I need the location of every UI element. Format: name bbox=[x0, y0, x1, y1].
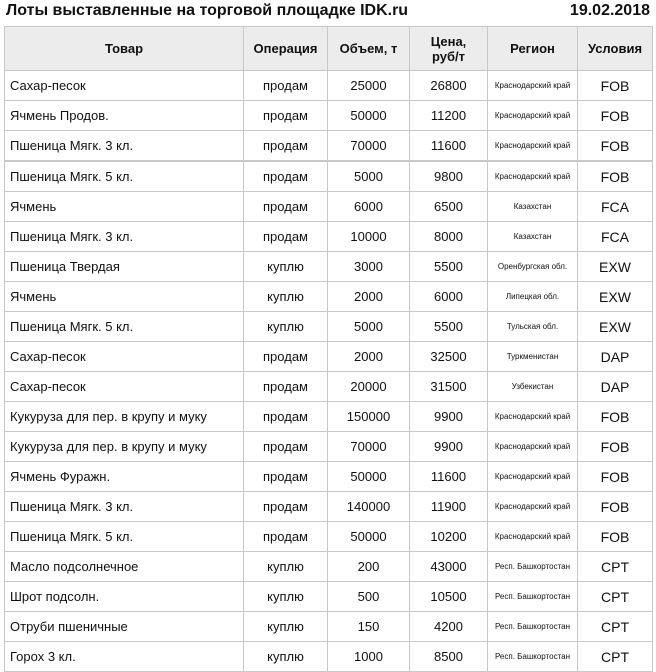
cell-volume: 6000 bbox=[328, 192, 410, 222]
table-row bbox=[5, 522, 653, 552]
cell-volume: 70000 bbox=[328, 432, 410, 462]
cell-terms: FOB bbox=[578, 432, 653, 462]
cell-price: 9800 bbox=[410, 161, 488, 192]
cell-volume: 150 bbox=[328, 612, 410, 642]
cell-terms: FCA bbox=[578, 222, 653, 252]
table-row bbox=[5, 462, 653, 492]
cell-region: Казахстан bbox=[488, 192, 578, 222]
cell-operation: продам bbox=[244, 161, 328, 192]
cell-region: Респ. Башкортостан bbox=[488, 552, 578, 582]
page-header bbox=[0, 0, 656, 26]
cell-terms: FOB bbox=[578, 71, 653, 101]
table-header bbox=[5, 27, 653, 71]
cell-price: 31500 bbox=[410, 372, 488, 402]
table-row bbox=[5, 252, 653, 282]
cell-operation: куплю bbox=[244, 582, 328, 612]
table-row bbox=[5, 71, 653, 101]
page-title: Лоты выставленные на торговой площадке IDK.ru bbox=[6, 2, 409, 19]
cell-product: Пшеница Мягк. 3 кл. bbox=[5, 131, 244, 162]
table-row bbox=[5, 372, 653, 402]
cell-terms: FOB bbox=[578, 101, 653, 131]
cell-product: Пшеница Мягк. 5 кл. bbox=[5, 522, 244, 552]
cell-terms: FOB bbox=[578, 522, 653, 552]
cell-operation: куплю bbox=[244, 252, 328, 282]
cell-terms: EXW bbox=[578, 312, 653, 342]
cell-price: 32500 bbox=[410, 342, 488, 372]
cell-product: Ячмень bbox=[5, 282, 244, 312]
cell-volume: 5000 bbox=[328, 312, 410, 342]
cell-terms: FCA bbox=[578, 192, 653, 222]
cell-region: Краснодарский край bbox=[488, 432, 578, 462]
cell-product: Кукуруза для пер. в крупу и муку bbox=[5, 432, 244, 462]
cell-product: Пшеница Мягк. 3 кл. bbox=[5, 492, 244, 522]
cell-volume: 500 bbox=[328, 582, 410, 612]
cell-terms: DAP bbox=[578, 372, 653, 402]
cell-price: 6500 bbox=[410, 192, 488, 222]
cell-terms: FOB bbox=[578, 462, 653, 492]
cell-product: Отруби пшеничные bbox=[5, 612, 244, 642]
cell-volume: 2000 bbox=[328, 342, 410, 372]
cell-region: Краснодарский край bbox=[488, 101, 578, 131]
cell-operation: продам bbox=[244, 222, 328, 252]
table-row bbox=[5, 192, 653, 222]
cell-product: Ячмень bbox=[5, 192, 244, 222]
cell-region: Краснодарский край bbox=[488, 462, 578, 492]
cell-product: Пшеница Мягк. 5 кл. bbox=[5, 161, 244, 192]
cell-operation: продам bbox=[244, 432, 328, 462]
cell-product: Сахар-песок bbox=[5, 342, 244, 372]
cell-terms: EXW bbox=[578, 282, 653, 312]
table-row bbox=[5, 492, 653, 522]
cell-operation: продам bbox=[244, 101, 328, 131]
cell-price: 8000 bbox=[410, 222, 488, 252]
header-row bbox=[5, 27, 653, 71]
cell-volume: 20000 bbox=[328, 372, 410, 402]
cell-operation: продам bbox=[244, 462, 328, 492]
table-row bbox=[5, 612, 653, 642]
cell-terms: CPT bbox=[578, 582, 653, 612]
cell-product: Сахар-песок bbox=[5, 71, 244, 101]
cell-region: Краснодарский край bbox=[488, 131, 578, 162]
cell-price: 26800 bbox=[410, 71, 488, 101]
cell-operation: куплю bbox=[244, 552, 328, 582]
cell-product: Пшеница Мягк. 5 кл. bbox=[5, 312, 244, 342]
cell-region: Казахстан bbox=[488, 222, 578, 252]
cell-volume: 140000 bbox=[328, 492, 410, 522]
cell-volume: 25000 bbox=[328, 71, 410, 101]
column-header-region: Регион bbox=[488, 27, 578, 71]
cell-product: Шрот подсолн. bbox=[5, 582, 244, 612]
table-row bbox=[5, 222, 653, 252]
cell-region: Туркменистан bbox=[488, 342, 578, 372]
column-header-price-label: Цена, руб/т bbox=[430, 33, 467, 64]
table-row bbox=[5, 312, 653, 342]
cell-volume: 200 bbox=[328, 552, 410, 582]
column-header-volume: Объем, т bbox=[328, 27, 410, 71]
table-row bbox=[5, 131, 653, 162]
cell-terms: FOB bbox=[578, 131, 653, 162]
table-row bbox=[5, 161, 653, 192]
cell-product: Кукуруза для пер. в крупу и муку bbox=[5, 402, 244, 432]
table-body bbox=[5, 71, 653, 672]
column-header-product: Товар bbox=[5, 27, 244, 71]
cell-product: Сахар-песок bbox=[5, 372, 244, 402]
column-header-price bbox=[410, 27, 488, 71]
cell-price: 5500 bbox=[410, 312, 488, 342]
cell-product: Масло подсолнечное bbox=[5, 552, 244, 582]
cell-price: 11600 bbox=[410, 131, 488, 162]
cell-operation: продам bbox=[244, 71, 328, 101]
cell-volume: 50000 bbox=[328, 462, 410, 492]
cell-price: 9900 bbox=[410, 432, 488, 462]
table-row bbox=[5, 402, 653, 432]
cell-volume: 3000 bbox=[328, 252, 410, 282]
cell-terms: DAP bbox=[578, 342, 653, 372]
column-header-terms: Условия bbox=[578, 27, 653, 71]
cell-product: Пшеница Мягк. 3 кл. bbox=[5, 222, 244, 252]
table-row bbox=[5, 282, 653, 312]
lots-table bbox=[4, 26, 653, 672]
cell-region: Респ. Башкортостан bbox=[488, 582, 578, 612]
cell-region: Краснодарский край bbox=[488, 492, 578, 522]
cell-price: 11900 bbox=[410, 492, 488, 522]
cell-product: Ячмень Продов. bbox=[5, 101, 244, 131]
cell-volume: 1000 bbox=[328, 642, 410, 672]
cell-terms: CPT bbox=[578, 642, 653, 672]
cell-product: Ячмень Фуражн. bbox=[5, 462, 244, 492]
cell-operation: куплю bbox=[244, 612, 328, 642]
cell-price: 8500 bbox=[410, 642, 488, 672]
cell-operation: продам bbox=[244, 131, 328, 162]
cell-terms: CPT bbox=[578, 612, 653, 642]
cell-region: Липецкая обл. bbox=[488, 282, 578, 312]
report-date: 19.02.2018 bbox=[569, 2, 650, 19]
cell-region: Оренбургская обл. bbox=[488, 252, 578, 282]
table-row bbox=[5, 101, 653, 131]
cell-region: Узбекистан bbox=[488, 372, 578, 402]
table-row bbox=[5, 642, 653, 672]
table-row bbox=[5, 582, 653, 612]
table-row bbox=[5, 552, 653, 582]
cell-operation: продам bbox=[244, 372, 328, 402]
cell-terms: FOB bbox=[578, 492, 653, 522]
cell-volume: 50000 bbox=[328, 522, 410, 552]
cell-terms: CPT bbox=[578, 552, 653, 582]
cell-price: 11200 bbox=[410, 101, 488, 131]
cell-price: 4200 bbox=[410, 612, 488, 642]
cell-product: Пшеница Твердая bbox=[5, 252, 244, 282]
cell-region: Тульская обл. bbox=[488, 312, 578, 342]
cell-price: 11600 bbox=[410, 462, 488, 492]
cell-operation: продам bbox=[244, 402, 328, 432]
cell-price: 5500 bbox=[410, 252, 488, 282]
cell-operation: куплю bbox=[244, 312, 328, 342]
cell-price: 10500 bbox=[410, 582, 488, 612]
cell-region: Краснодарский край bbox=[488, 71, 578, 101]
cell-operation: куплю bbox=[244, 282, 328, 312]
cell-operation: куплю bbox=[244, 642, 328, 672]
cell-operation: продам bbox=[244, 192, 328, 222]
cell-terms: FOB bbox=[578, 402, 653, 432]
table-row bbox=[5, 432, 653, 462]
cell-volume: 5000 bbox=[328, 161, 410, 192]
cell-operation: продам bbox=[244, 492, 328, 522]
cell-volume: 150000 bbox=[328, 402, 410, 432]
cell-volume: 10000 bbox=[328, 222, 410, 252]
column-header-operation: Операция bbox=[244, 27, 328, 71]
cell-product: Горох 3 кл. bbox=[5, 642, 244, 672]
cell-operation: продам bbox=[244, 522, 328, 552]
cell-region: Краснодарский край bbox=[488, 522, 578, 552]
cell-volume: 50000 bbox=[328, 101, 410, 131]
cell-price: 10200 bbox=[410, 522, 488, 552]
cell-operation: продам bbox=[244, 342, 328, 372]
cell-price: 6000 bbox=[410, 282, 488, 312]
cell-region: Краснодарский край bbox=[488, 402, 578, 432]
cell-price: 43000 bbox=[410, 552, 488, 582]
cell-volume: 2000 bbox=[328, 282, 410, 312]
cell-region: Краснодарский край bbox=[488, 161, 578, 192]
table-row bbox=[5, 342, 653, 372]
cell-terms: EXW bbox=[578, 252, 653, 282]
cell-region: Респ. Башкортостан bbox=[488, 642, 578, 672]
cell-region: Респ. Башкортостан bbox=[488, 612, 578, 642]
cell-terms: FOB bbox=[578, 161, 653, 192]
cell-volume: 70000 bbox=[328, 131, 410, 162]
cell-price: 9900 bbox=[410, 402, 488, 432]
